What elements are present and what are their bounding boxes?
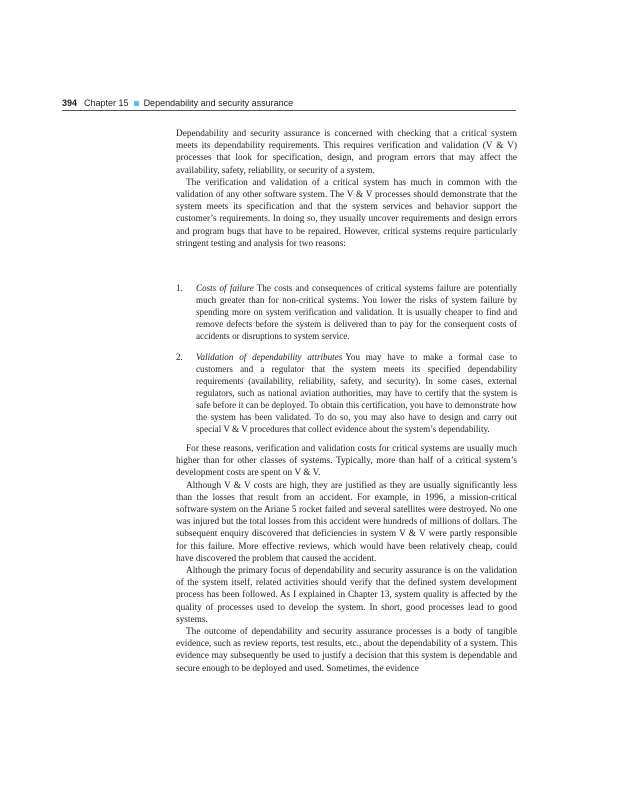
paragraph: The outcome of dependability and security assurance processes is a body of tangible evidence, such as review reports, test results, etc., about the dependability of a system. This evidence may subsequently be used to justify a decision that this system is dependable and secure enough to be deployed and used. Sometimes, the evidence	[176, 627, 517, 674]
list-term: Validation of dependability attributes	[196, 352, 343, 362]
list-text: You may have to make a formal case to customers and a regulator that the system meets its specified dependability requirements (availability, reliability, safety, and security). In some cases, external regulators, such as national aviation authorities, may have to certify that the system is safe before it can be deployed. To obtain this certification, you have to demonstrate how the system has been validated. To do so, you may also have to design and carry out special V & V procedures that collect evidence about the system’s dependability.	[196, 352, 517, 434]
reasons-list	[176, 282, 517, 444]
paragraph: Although V & V costs are high, they are justified as they are usually significantly less than the losses that result from an accident. For example, in 1996, a mission-critical software system on the Ariane 5 rocket failed and several satellites were destroyed. No one was injured but the total losses from this accident were hundreds of millions of dollars. The subsequent enquiry discovered that deficiencies in system V & V were partly responsible for this failure. More effective reviews, which would have been relatively cheap, could have discovered the problem that caused the accident.	[176, 480, 517, 564]
paragraph: Although the primary focus of dependability and security assurance is on the validation of the system itself, related activities should verify that the defined system development process has been followed. As I explained in Chapter 13, system quality is affected by the quality of processes used to develop the system. In short, good processes lead to good systems.	[176, 566, 517, 625]
chapter-label: Chapter 15	[84, 98, 129, 108]
paragraph: For these reasons, verification and validation costs for critical systems are usually much higher than for other classes of systems. Typically, more than half of a critical system’s development costs are spent on V & V.	[176, 444, 517, 479]
header-separator-square	[134, 101, 139, 106]
section-title: Dependability and security assurance	[143, 98, 294, 108]
body-text	[176, 443, 517, 675]
header-rule	[62, 110, 516, 111]
list-number: 1.	[176, 283, 183, 293]
list-number: 2.	[176, 352, 183, 362]
list-text: The costs and consequences of critical systems failure are potentially much greater than for non-critical systems. You lower the risks of system failure by spending more on system verification and validation. It is usually cheaper to find and remove defects before the system is delivered than to pay for the consequent costs of accidents or disruptions to system service.	[196, 283, 517, 341]
list-item	[176, 282, 517, 342]
list-item	[176, 351, 517, 435]
running-header	[62, 96, 516, 110]
page-number: 394	[62, 98, 78, 108]
paragraph: Dependability and security assurance is concerned with checking that a critical system meets its dependability requirements. This requires verification and validation (V & V) processes that look for specification, design, and program errors that may affect the availability, safety, reliability, or security of a system.	[176, 129, 517, 176]
paragraph: The verification and validation of a critical system has much in common with the validation of any other software system. The V & V processes should demonstrate that the system meets its specification and that the system services and behavior support the customer’s requirements. In doing so, they usually uncover requirements and design errors and program bugs that have to be repaired. However, critical systems require particularly stringent testing and analysis for two reasons:	[176, 177, 517, 249]
list-term: Costs of failure	[196, 283, 254, 293]
intro-text	[176, 128, 517, 250]
